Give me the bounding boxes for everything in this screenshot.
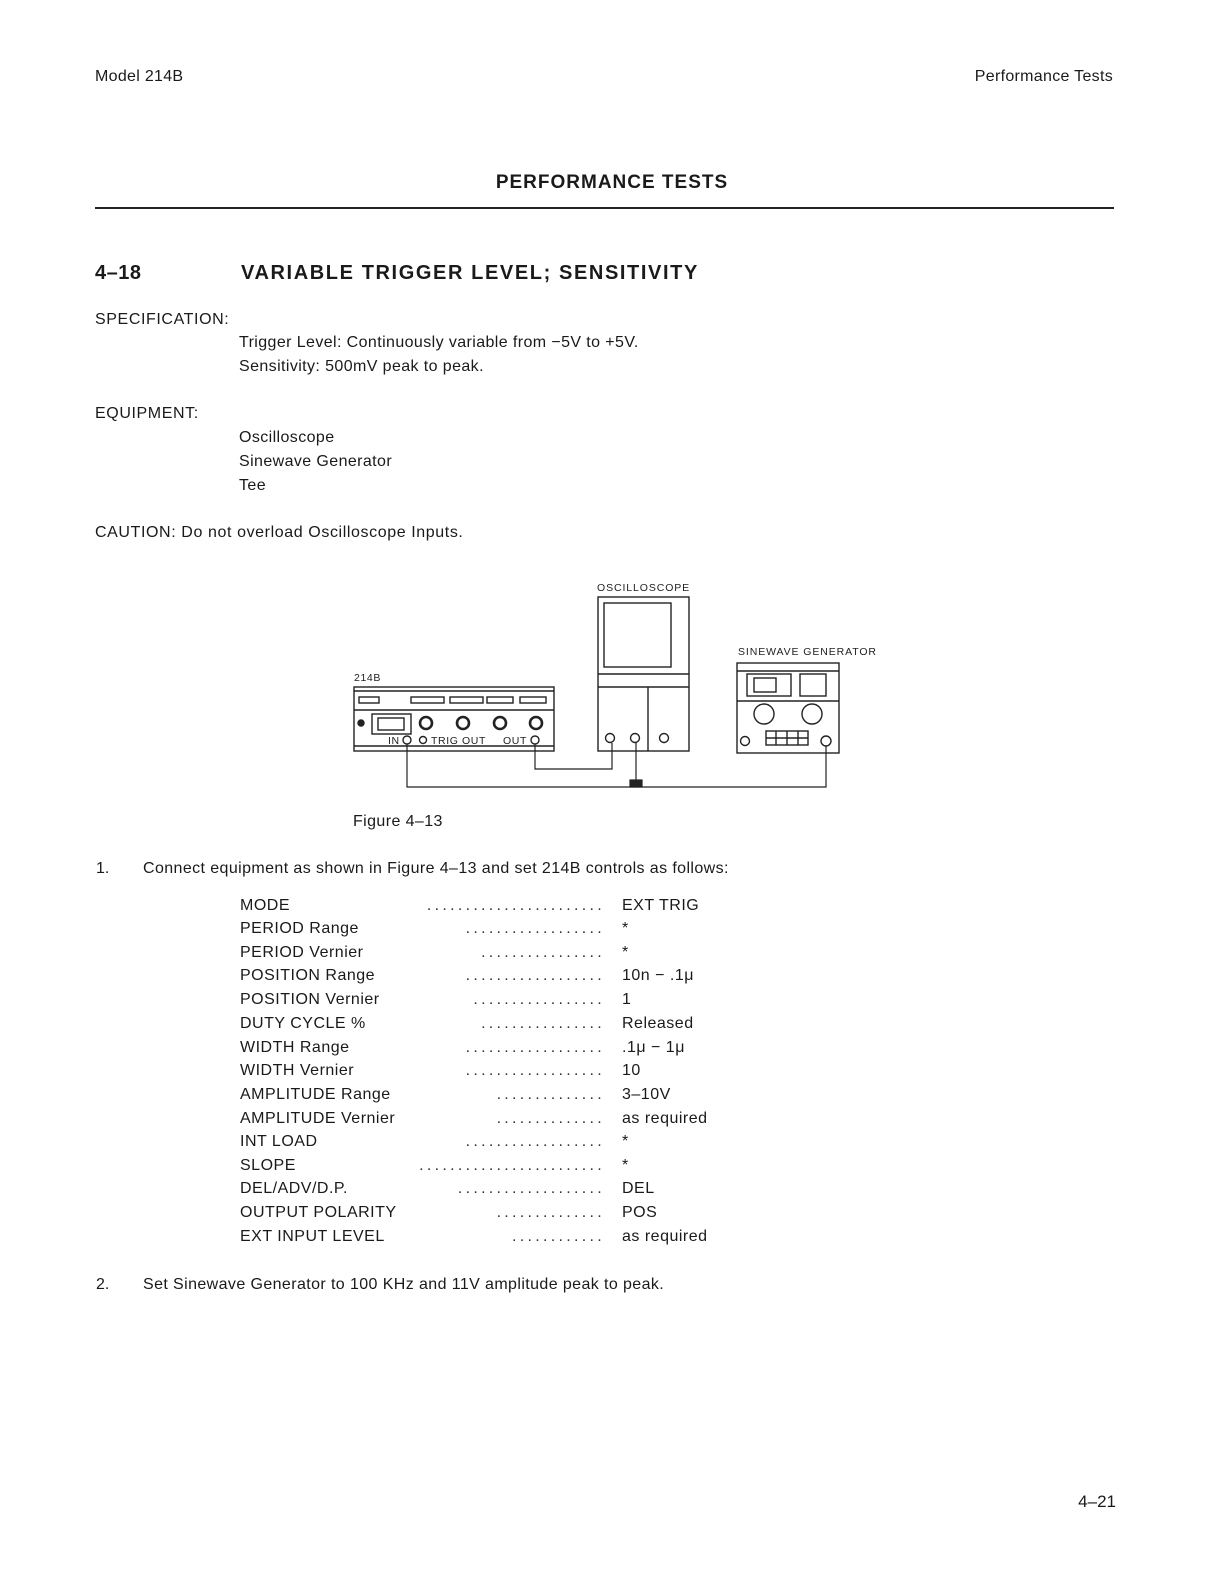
setting-name: POSITION Range (240, 967, 376, 984)
setting-row (240, 1086, 720, 1109)
setting-row (240, 1062, 720, 1085)
running-header-right: Performance Tests (974, 68, 1113, 85)
equipment-item: Sinewave Generator (239, 453, 393, 470)
setting-value: * (622, 944, 629, 961)
spec-line-sensitivity: Sensitivity: 500mV peak to peak. (239, 358, 484, 375)
step-text: Connect equipment as shown in Figure 4–13 and set 214B controls as follows: (143, 860, 729, 877)
setting-row (240, 920, 720, 943)
leader-dots: .................. (465, 1062, 605, 1079)
leader-dots: .................. (465, 920, 605, 937)
setting-name: SLOPE (240, 1157, 296, 1174)
setting-value: 3–10V (622, 1086, 671, 1103)
setting-value: Released (622, 1015, 694, 1032)
setting-name: DUTY CYCLE % (240, 1015, 366, 1032)
setting-row (240, 897, 720, 920)
setting-row (240, 1228, 720, 1251)
setting-value: .1μ − 1μ (622, 1039, 685, 1056)
setting-value: * (622, 1157, 629, 1174)
oscilloscope-drawing (598, 597, 689, 751)
leader-dots: ................... (457, 1180, 605, 1197)
setting-name: OUTPUT POLARITY (240, 1204, 397, 1221)
setting-row (240, 1133, 720, 1156)
setting-value: EXT TRIG (622, 897, 700, 914)
setting-value: POS (622, 1204, 658, 1221)
caution-note: CAUTION: Do not overload Oscilloscope Inputs. (95, 524, 464, 541)
setting-name: DEL/ADV/D.P. (240, 1180, 348, 1197)
setting-value: 10 (622, 1062, 641, 1079)
setting-row (240, 1180, 720, 1203)
setting-name: WIDTH Vernier (240, 1062, 355, 1079)
unit-214b-label: 214B (354, 672, 381, 684)
leader-dots: .................. (465, 1039, 605, 1056)
setting-name: AMPLITUDE Vernier (240, 1110, 396, 1127)
oscilloscope-label: OSCILLOSCOPE (597, 582, 691, 594)
cables (407, 743, 826, 787)
leader-dots: ........................ (419, 1157, 605, 1174)
setting-row (240, 944, 720, 967)
running-header-left: Model 214B (95, 68, 184, 85)
setting-row (240, 1039, 720, 1062)
leader-dots: ................ (481, 1015, 605, 1032)
trig-out-connector-label: TRIG OUT (431, 735, 486, 747)
step-number: 1. (96, 860, 110, 877)
setting-value: as required (622, 1110, 708, 1127)
leader-dots: ................. (473, 991, 605, 1008)
leader-dots: .............. (496, 1110, 605, 1127)
sinewave-generator-label: SINEWAVE GENERATOR (738, 646, 877, 658)
setting-row (240, 1110, 720, 1133)
spec-line-trigger: Trigger Level: Continuously variable from −5V to +5V. (239, 334, 639, 351)
step-number: 2. (96, 1276, 110, 1293)
setting-name: MODE (240, 897, 290, 914)
sinewave-generator-drawing (737, 663, 839, 753)
page-number: 4–21 (1078, 1492, 1116, 1511)
specification-label: SPECIFICATION: (95, 311, 230, 328)
leader-dots: .............. (496, 1204, 605, 1221)
section-number: 4–18 (95, 262, 142, 284)
section-title: VARIABLE TRIGGER LEVEL; SENSITIVITY (241, 262, 699, 284)
setting-name: PERIOD Range (240, 920, 359, 937)
setting-name: POSITION Vernier (240, 991, 380, 1008)
setting-name: AMPLITUDE Range (240, 1086, 391, 1103)
setting-value: 10n − .1μ (622, 967, 694, 984)
setting-value: 1 (622, 991, 632, 1008)
setting-value: DEL (622, 1180, 655, 1197)
leader-dots: ............ (512, 1228, 605, 1245)
setting-name: PERIOD Vernier (240, 944, 364, 961)
setting-row (240, 1015, 720, 1038)
setting-name: INT LOAD (240, 1133, 318, 1150)
setting-row (240, 1204, 720, 1227)
setting-value: as required (622, 1228, 708, 1245)
in-connector-label: IN (388, 735, 400, 747)
step-text: Set Sinewave Generator to 100 KHz and 11V amplitude peak to peak. (143, 1276, 665, 1293)
leader-dots: .................. (465, 967, 605, 984)
equipment-label: EQUIPMENT: (95, 405, 199, 422)
setting-name: WIDTH Range (240, 1039, 350, 1056)
page-title: PERFORMANCE TESTS (495, 172, 729, 193)
setting-row (240, 1157, 720, 1180)
equipment-item: Tee (239, 477, 266, 494)
equipment-item: Oscilloscope (239, 429, 335, 446)
setting-row (240, 967, 720, 990)
leader-dots: ................ (481, 944, 605, 961)
leader-dots: ....................... (426, 897, 605, 914)
setting-name: EXT INPUT LEVEL (240, 1228, 385, 1245)
leader-dots: .............. (496, 1086, 605, 1103)
setting-value: * (622, 920, 629, 937)
leader-dots: .................. (465, 1133, 605, 1150)
setting-value: * (622, 1133, 629, 1150)
figure-caption: Figure 4–13 (353, 813, 443, 830)
out-connector-label: OUT (503, 735, 527, 747)
setting-row (240, 991, 720, 1014)
